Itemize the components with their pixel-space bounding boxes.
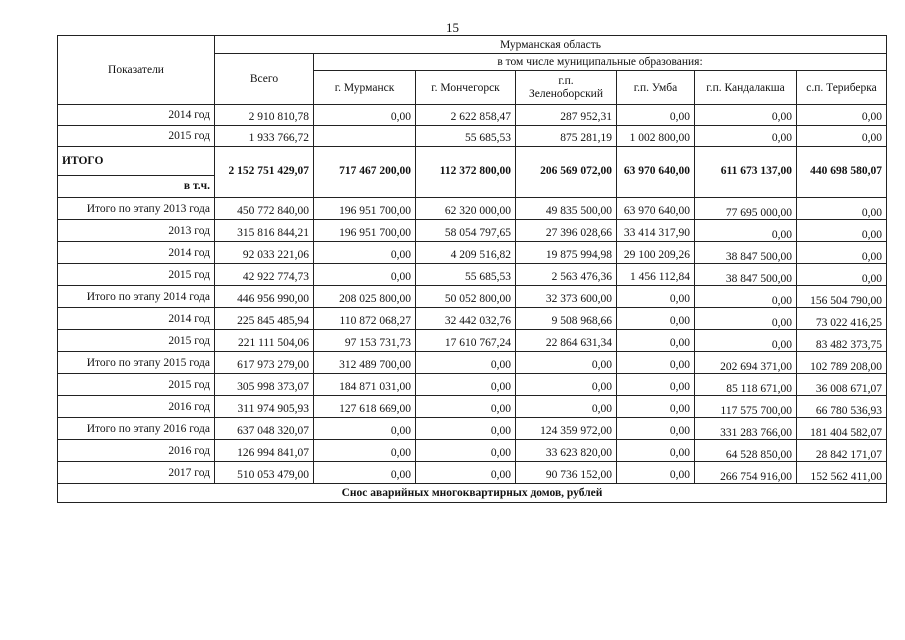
row-value: 206 569 072,00	[516, 147, 617, 198]
row-value: 32 442 032,76	[416, 308, 516, 330]
row-value: 0,00	[314, 418, 416, 440]
row-value: 287 952,31	[516, 105, 617, 126]
row-value: 152 562 411,00	[797, 462, 887, 484]
row-value: 33 623 820,00	[516, 440, 617, 462]
row-value: 9 508 968,66	[516, 308, 617, 330]
row-value: 0,00	[617, 462, 695, 484]
data-table	[57, 35, 887, 503]
row-total: 315 816 844,21	[215, 220, 314, 242]
row-label: Итого по этапу 2014 года	[58, 286, 215, 308]
row-value: 184 871 031,00	[314, 374, 416, 396]
row-total: 225 845 485,94	[215, 308, 314, 330]
row-total: 637 048 320,07	[215, 418, 314, 440]
table-row	[58, 220, 887, 242]
row-value: 64 528 850,00	[695, 440, 797, 462]
row-total: 510 053 479,00	[215, 462, 314, 484]
row-value: 0,00	[797, 105, 887, 126]
row-value: 73 022 416,25	[797, 308, 887, 330]
row-value: 38 847 500,00	[695, 264, 797, 286]
row-value: 266 754 916,00	[695, 462, 797, 484]
row-total: 446 956 990,00	[215, 286, 314, 308]
page-number: 15	[446, 20, 459, 35]
row-value: 0,00	[797, 264, 887, 286]
row-total: 305 998 373,07	[215, 374, 314, 396]
row-total: 617 973 279,00	[215, 352, 314, 374]
row-value: 0,00	[314, 242, 416, 264]
row-label: 2015 год	[58, 126, 215, 147]
row-total: 311 974 905,93	[215, 396, 314, 418]
row-value: 55 685,53	[416, 264, 516, 286]
row-value: 0,00	[516, 374, 617, 396]
row-value: 0,00	[797, 242, 887, 264]
row-total: 92 033 221,06	[215, 242, 314, 264]
row-value: 0,00	[416, 418, 516, 440]
row-value: 28 842 171,07	[797, 440, 887, 462]
row-label: 2014 год	[58, 242, 215, 264]
row-value: 196 951 700,00	[314, 198, 416, 220]
table-row	[58, 462, 887, 484]
row-value	[314, 126, 416, 147]
row-value: 29 100 209,26	[617, 242, 695, 264]
row-value: 0,00	[314, 440, 416, 462]
row-value: 0,00	[416, 462, 516, 484]
row-value: 55 685,53	[416, 126, 516, 147]
row-value: 38 847 500,00	[695, 242, 797, 264]
row-label: 2015 год	[58, 264, 215, 286]
row-value: 0,00	[797, 126, 887, 147]
table-row	[58, 374, 887, 396]
row-value: 196 951 700,00	[314, 220, 416, 242]
header-municipality: г. Мончегорск	[416, 71, 516, 105]
row-label: 2014 год	[58, 105, 215, 126]
row-total: 221 111 504,06	[215, 330, 314, 352]
row-sub-label: в т.ч.	[58, 175, 214, 197]
header-total: Всего	[215, 54, 314, 105]
row-value: 0,00	[617, 330, 695, 352]
row-label: 2017 год	[58, 462, 215, 484]
row-value: 156 504 790,00	[797, 286, 887, 308]
row-value: 33 414 317,90	[617, 220, 695, 242]
row-label: 2015 год	[58, 374, 215, 396]
row-value: 102 789 208,00	[797, 352, 887, 374]
table-row	[58, 198, 887, 220]
row-value: 62 320 000,00	[416, 198, 516, 220]
row-value: 90 736 152,00	[516, 462, 617, 484]
row-value: 0,00	[617, 286, 695, 308]
row-value: 331 283 766,00	[695, 418, 797, 440]
table-row	[58, 126, 887, 147]
table-row	[58, 242, 887, 264]
row-value: 50 052 800,00	[416, 286, 516, 308]
table-row	[58, 418, 887, 440]
table-row	[58, 105, 887, 126]
row-total: 1 933 766,72	[215, 126, 314, 147]
row-value: 22 864 631,34	[516, 330, 617, 352]
table-row	[58, 330, 887, 352]
row-value: 63 970 640,00	[617, 198, 695, 220]
row-total: 450 772 840,00	[215, 198, 314, 220]
row-value: 717 467 200,00	[314, 147, 416, 198]
row-value: 0,00	[617, 352, 695, 374]
header-municipality: г.п. Кандалакша	[695, 71, 797, 105]
row-value: 127 618 669,00	[314, 396, 416, 418]
row-value: 0,00	[314, 462, 416, 484]
row-label: Итого по этапу 2015 года	[58, 352, 215, 374]
row-value: 66 780 536,93	[797, 396, 887, 418]
header-region: Мурманская область	[215, 36, 887, 54]
row-value: 27 396 028,66	[516, 220, 617, 242]
row-value: 83 482 373,75	[797, 330, 887, 352]
row-value: 0,00	[416, 396, 516, 418]
row-label: Итого по этапу 2013 года	[58, 198, 215, 220]
row-value: 0,00	[416, 440, 516, 462]
row-value: 58 054 797,65	[416, 220, 516, 242]
row-value: 0,00	[695, 105, 797, 126]
row-value: 36 008 671,07	[797, 374, 887, 396]
table-row	[58, 286, 887, 308]
row-total: 2 152 751 429,07	[215, 147, 314, 198]
row-label: 2016 год	[58, 440, 215, 462]
row-value: 0,00	[617, 440, 695, 462]
header-municipality: с.п. Териберка	[797, 71, 887, 105]
row-label: 2016 год	[58, 396, 215, 418]
table-row	[58, 352, 887, 374]
row-value: 2 622 858,47	[416, 105, 516, 126]
row-value: 117 575 700,00	[695, 396, 797, 418]
row-value: 875 281,19	[516, 126, 617, 147]
row-label: 2015 год	[58, 330, 215, 352]
row-value: 0,00	[617, 374, 695, 396]
table-row	[58, 440, 887, 462]
header-including: в том числе муниципальные образования:	[314, 54, 887, 71]
row-value: 1 002 800,00	[617, 126, 695, 147]
row-label: 2013 год	[58, 220, 215, 242]
row-value: 0,00	[617, 308, 695, 330]
row-value: 202 694 371,00	[695, 352, 797, 374]
table-row	[58, 308, 887, 330]
row-value: 112 372 800,00	[416, 147, 516, 198]
row-value: 110 872 068,27	[314, 308, 416, 330]
row-value: 0,00	[416, 352, 516, 374]
row-label: Итого по этапу 2016 года	[58, 418, 215, 440]
row-total: 126 994 841,07	[215, 440, 314, 462]
row-value: 0,00	[695, 330, 797, 352]
row-value: 124 359 972,00	[516, 418, 617, 440]
row-label: ИТОГО	[62, 155, 104, 167]
row-value: 63 970 640,00	[617, 147, 695, 198]
row-value: 0,00	[314, 105, 416, 126]
row-value: 4 209 516,82	[416, 242, 516, 264]
row-value: 208 025 800,00	[314, 286, 416, 308]
row-value: 77 695 000,00	[695, 198, 797, 220]
row-value: 181 404 582,07	[797, 418, 887, 440]
row-value: 0,00	[516, 352, 617, 374]
row-total: 42 922 774,73	[215, 264, 314, 286]
header-municipality: г. Мурманск	[314, 71, 416, 105]
row-value: 0,00	[695, 126, 797, 147]
row-value: 0,00	[797, 198, 887, 220]
table-row	[58, 147, 887, 198]
row-total: 2 910 810,78	[215, 105, 314, 126]
row-value: 611 673 137,00	[695, 147, 797, 198]
row-value: 19 875 994,98	[516, 242, 617, 264]
row-value: 0,00	[617, 418, 695, 440]
row-value: 0,00	[617, 396, 695, 418]
row-value: 0,00	[416, 374, 516, 396]
row-value: 85 118 671,00	[695, 374, 797, 396]
row-value: 49 835 500,00	[516, 198, 617, 220]
row-value: 440 698 580,07	[797, 147, 887, 198]
row-value: 0,00	[797, 220, 887, 242]
row-value: 0,00	[695, 286, 797, 308]
row-value: 32 373 600,00	[516, 286, 617, 308]
row-value: 0,00	[314, 264, 416, 286]
table-row	[58, 264, 887, 286]
footer-caption: Снос аварийных многоквартирных домов, рублей	[58, 484, 887, 503]
row-value: 0,00	[695, 220, 797, 242]
row-value: 312 489 700,00	[314, 352, 416, 374]
header-municipality: г.п. Умба	[617, 71, 695, 105]
row-value: 1 456 112,84	[617, 264, 695, 286]
row-value: 2 563 476,36	[516, 264, 617, 286]
table-row	[58, 396, 887, 418]
row-value: 17 610 767,24	[416, 330, 516, 352]
row-label: 2014 год	[58, 308, 215, 330]
row-value: 0,00	[695, 308, 797, 330]
header-municipality: г.п. Зеленоборский	[516, 71, 617, 105]
header-indicators: Показатели	[58, 36, 215, 105]
row-value: 0,00	[516, 396, 617, 418]
row-value: 97 153 731,73	[314, 330, 416, 352]
row-value: 0,00	[617, 105, 695, 126]
